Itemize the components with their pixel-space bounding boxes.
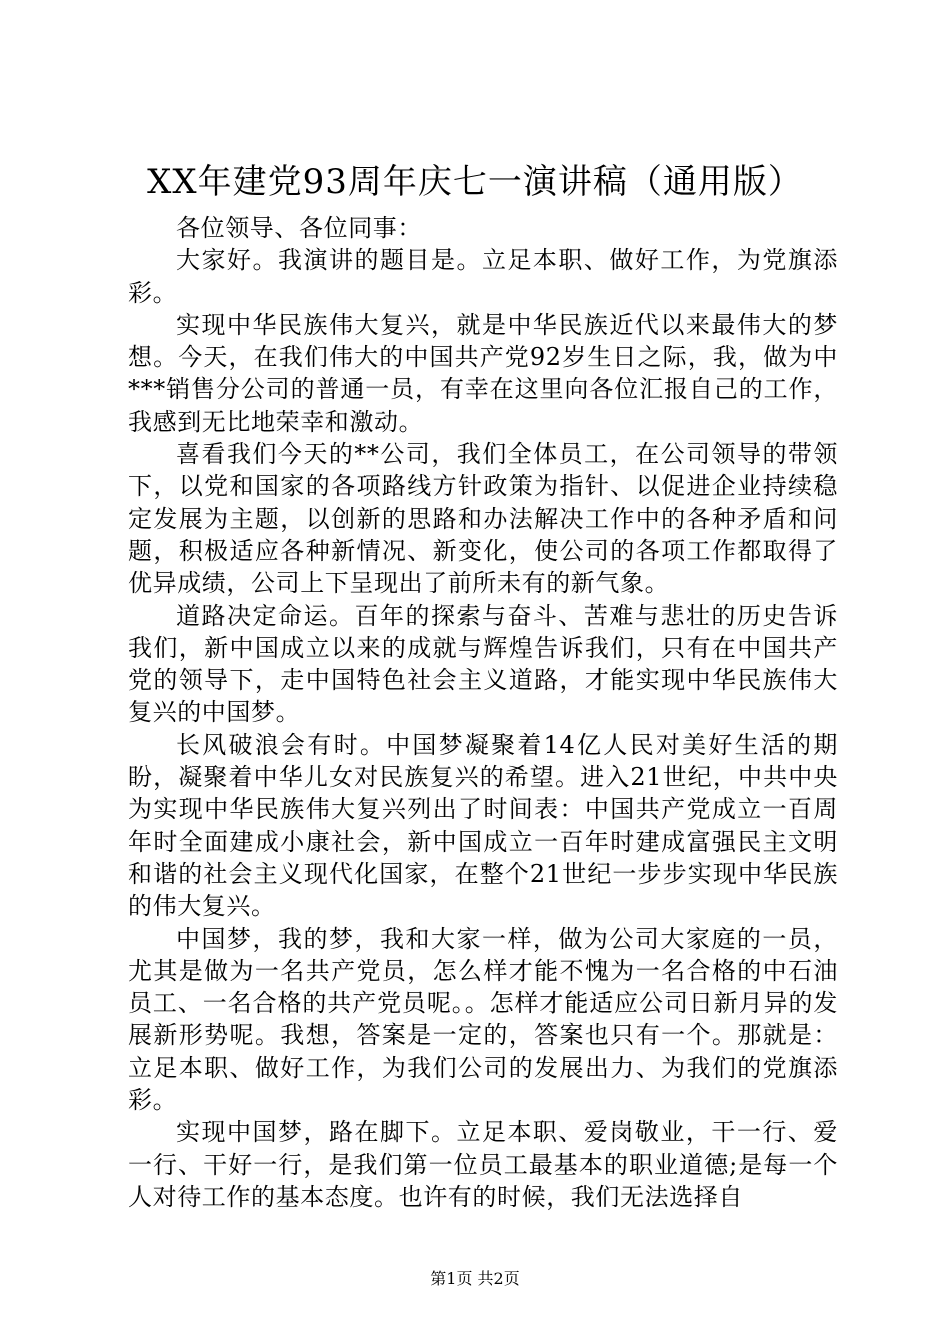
paragraph-2: 实现中华民族伟大复兴，就是中华民族近代以来最伟大的梦想。今天，在我们伟大的中国共产党92岁生日之际，我，做为中***销售分公司的普通一员，有幸在这里向各位汇报自己的工作，我感到无比地荣幸和激动。 [128,310,838,436]
salutation: 各位领导、各位同事： [176,214,422,242]
paragraph-7: 实现中国梦，路在脚下。立足本职、爱岗敬业，干一行、爱一行、干好一行，是我们第一位员工最基本的职业道德;是每一个人对待工作的基本态度。也许有的时候，我们无法选择自 [128,1118,838,1211]
paragraph-3: 喜看我们今天的**公司，我们全体员工，在公司领导的带领下，以党和国家的各项路线方针政策为指针、以促进企业持续稳定发展为主题，以创新的思路和办法解决工作中的各种矛盾和问题，积极适应各种新情况、新变化，使公司的各项工作都取得了优异成绩，公司上下呈现出了前所未有的新气象。 [128,440,838,598]
paragraph-4: 道路决定命运。百年的探索与奋斗、苦难与悲壮的历史告诉我们，新中国成立以来的成就与辉煌告诉我们，只有在中国共产党的领导下，走中国特色社会主义道路，才能实现中华民族伟大复兴的中国梦。 [128,601,838,727]
paragraph-1: 大家好。我演讲的题目是。立足本职、做好工作，为党旗添彩。 [128,246,838,307]
paragraph-6: 中国梦，我的梦，我和大家一样，做为公司大家庭的一员，尤其是做为一名共产党员，怎么样才能不愧为一名合格的中石油员工、一名合格的共产党员呢。。怎样才能适应公司日新月异的发展新形势呢。我想，答案是一定的，答案也只有一个。那就是：立足本职、做好工作，为我们公司的发展出力、为我们的党旗添彩。 [128,924,838,1115]
document-title: XX年建党93周年庆七一演讲稿（通用版） [147,162,803,202]
page-footer: 第1页 共2页 [430,1269,520,1288]
document-body [128,212,838,1213]
paragraph-5: 长风破浪会有时。中国梦凝聚着14亿人民对美好生活的期盼，凝聚着中华儿女对民族复兴的希望。进入21世纪，中共中央为实现中华民族伟大复兴列出了时间表：中国共产党成立一百周年时全面建成小康社会，新中国成立一百年时建成富强民主文明和谐的社会主义现代化国家，在整个21世纪一步步实现中华民族的伟大复兴。 [128,730,838,921]
